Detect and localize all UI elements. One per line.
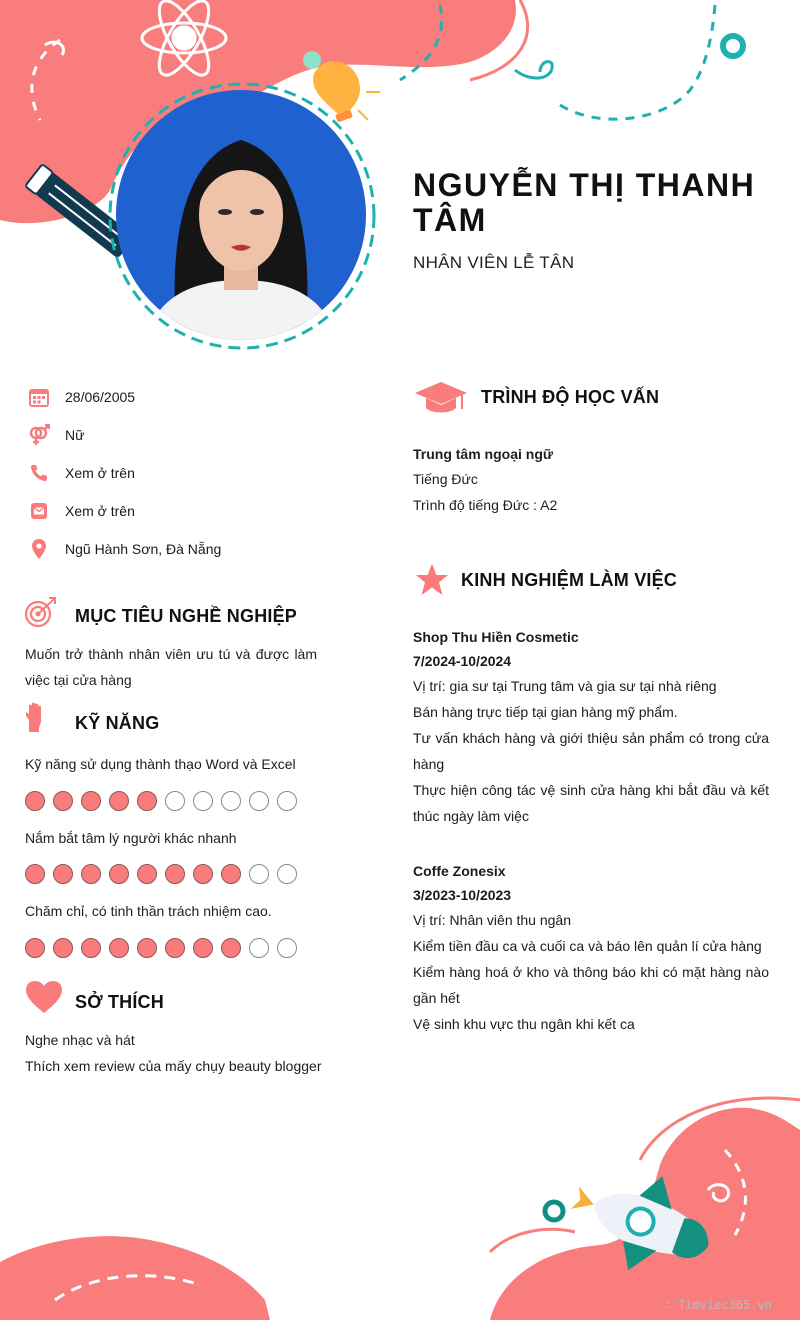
rating-dot-filled xyxy=(221,938,241,958)
job-company: Coffe Zonesix xyxy=(413,863,506,879)
candidate-name: NGUYỄN THỊ THANH TÂM xyxy=(413,167,756,238)
rating-dot-filled xyxy=(25,864,45,884)
rating-dot-filled xyxy=(53,864,73,884)
skill-rating xyxy=(25,791,297,811)
contact-birthdate xyxy=(28,386,135,408)
rating-dot-empty xyxy=(277,791,297,811)
job-company: Shop Thu Hiền Cosmetic xyxy=(413,629,579,645)
objective-text: Muốn trở thành nhân viên ưu tú và được làm việc tại cửa hàng xyxy=(25,646,317,688)
rating-dot-empty xyxy=(221,791,241,811)
rating-dot-filled xyxy=(53,938,73,958)
contact-value: Nữ xyxy=(65,427,85,443)
rating-dot-filled xyxy=(25,938,45,958)
rating-dot-empty xyxy=(277,864,297,884)
teal-ring xyxy=(723,36,743,56)
objective-title: MỤC TIÊU NGHỀ NGHIỆP xyxy=(75,606,298,626)
rating-dot-filled xyxy=(109,791,129,811)
graduation-cap-icon xyxy=(414,381,468,415)
mail-icon xyxy=(28,500,50,522)
bottom-left-blob xyxy=(0,1236,270,1320)
education-title: TRÌNH ĐỘ HỌC VẤN xyxy=(481,387,660,407)
star-icon xyxy=(414,563,450,597)
hobby-item: Thích xem review của mấy chụy beauty blogger xyxy=(25,1058,322,1074)
gender-icon xyxy=(28,424,50,446)
contact-value: Xem ở trên xyxy=(65,465,135,481)
rating-dot-empty xyxy=(249,791,269,811)
job-period: 7/2024-10/2024 xyxy=(413,653,512,669)
rating-dot-filled xyxy=(221,864,241,884)
rating-dot-filled xyxy=(165,864,185,884)
education-school: Trung tâm ngoại ngữ xyxy=(413,446,554,462)
phone-icon xyxy=(28,462,50,484)
job-entry xyxy=(413,625,769,829)
heart-icon xyxy=(25,980,63,1014)
contact-address xyxy=(28,538,221,560)
rating-dot-empty xyxy=(165,791,185,811)
contact-phone xyxy=(28,462,135,484)
rating-dot-empty xyxy=(193,791,213,811)
target-icon xyxy=(24,596,58,630)
job-period: 3/2023-10/2023 xyxy=(413,887,512,903)
skill-label: Kỹ năng sử dụng thành thạo Word và Excel xyxy=(25,756,296,772)
rating-dot-filled xyxy=(165,938,185,958)
rating-dot-filled xyxy=(193,864,213,884)
job-line: Vị trí: gia sư tại Trung tâm và gia sư tại nhà riêng xyxy=(413,678,717,694)
rating-dot-empty xyxy=(249,864,269,884)
avatar xyxy=(116,90,366,340)
rating-dot-filled xyxy=(109,864,129,884)
skill-rating xyxy=(25,938,297,958)
education-major: Tiếng Đức xyxy=(413,471,478,487)
job-line: Thực hiện công tác vệ sinh cửa hàng khi bắt đầu và kết thúc ngày làm việc xyxy=(413,782,769,824)
rating-dot-filled xyxy=(25,791,45,811)
education-detail: Trình độ tiếng Đức : A2 xyxy=(413,497,558,513)
rating-dot-empty xyxy=(249,938,269,958)
contact-value: Xem ở trên xyxy=(65,503,135,519)
contact-value: 28/06/2005 xyxy=(65,389,136,405)
skill-label: Chăm chỉ, có tinh thần trách nhiệm cao. xyxy=(25,903,272,919)
job-line: Kiểm tiền đầu ca và cuối ca và báo lên quản lí cửa hàng xyxy=(413,938,762,954)
rating-dot-filled xyxy=(53,791,73,811)
hobby-item: Nghe nhạc và hát xyxy=(25,1032,135,1048)
rating-dot-filled xyxy=(81,864,101,884)
candidate-role: NHÂN VIÊN LỄ TÂN xyxy=(413,253,575,272)
rating-dot-filled xyxy=(137,938,157,958)
rating-dot-filled xyxy=(81,791,101,811)
rating-dot-filled xyxy=(193,938,213,958)
job-line: Vệ sinh khu vực thu ngân khi kết ca xyxy=(413,1016,635,1032)
contact-value: Ngũ Hành Sơn, Đà Nẵng xyxy=(65,541,222,557)
teal-ring-bottom xyxy=(545,1202,563,1220)
job-line: Vị trí: Nhân viên thu ngân xyxy=(413,912,571,928)
footer-brand[interactable]: ∴ Timviec365.vn xyxy=(663,1298,772,1312)
contact-gender xyxy=(28,424,84,446)
job-line: Tư vấn khách hàng và giới thiệu sản phẩm có trong cửa hàng xyxy=(413,730,769,772)
skill-rating xyxy=(25,864,297,884)
rating-dot-filled xyxy=(137,864,157,884)
teal-loop xyxy=(515,62,552,78)
location-pin-icon xyxy=(28,538,50,560)
skill-label: Nắm bắt tâm lý người khác nhanh xyxy=(25,830,237,846)
hand-icon xyxy=(24,702,48,734)
job-line: Bán hàng trực tiếp tại gian hàng mỹ phẩm. xyxy=(413,704,678,720)
rating-dot-filled xyxy=(109,938,129,958)
teal-dashed-path-2 xyxy=(560,5,715,119)
calendar-icon xyxy=(28,386,50,408)
rating-dot-empty xyxy=(277,938,297,958)
rating-dot-filled xyxy=(137,791,157,811)
hobbies-title: SỞ THÍCH xyxy=(75,992,164,1012)
bottom-right-arc xyxy=(490,1229,575,1252)
contact-email xyxy=(28,500,135,522)
job-line: Kiểm hàng hoá ở kho và thông báo khi có mặt hàng nào gần hết xyxy=(413,964,769,1006)
rating-dot-filled xyxy=(81,938,101,958)
job-entry xyxy=(413,859,769,1037)
skills-title: KỸ NĂNG xyxy=(75,713,160,733)
experience-title: KINH NGHIỆM LÀM VIỆC xyxy=(461,570,678,590)
